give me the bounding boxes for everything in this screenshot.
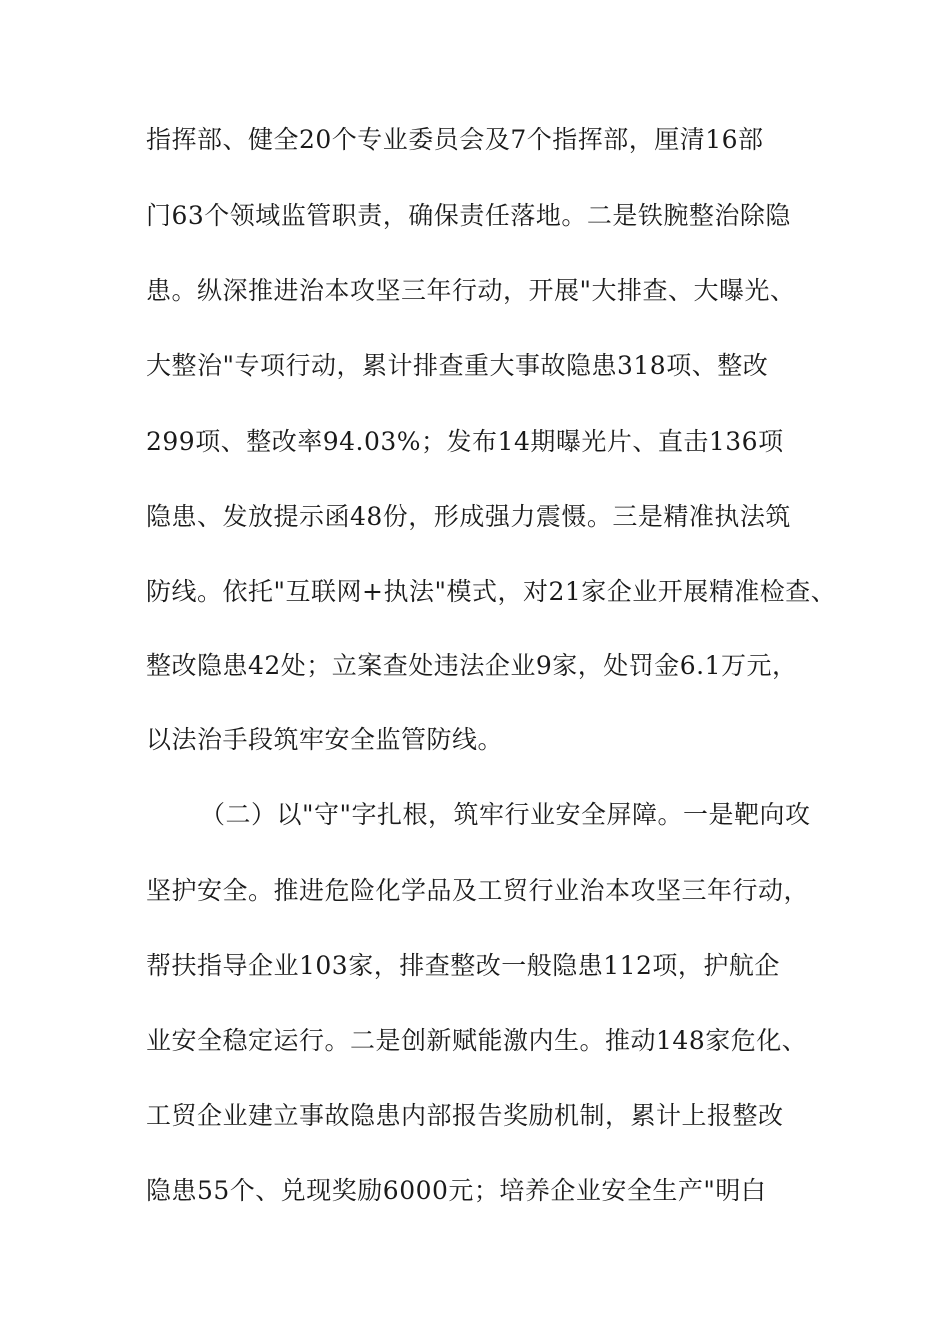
text-line: 大整治"专项行动，累计排查重大事故隐患318项、整改 bbox=[146, 351, 769, 380]
text-line: 门63个领域监管职责，确保责任落地。二是铁腕整治除隐 bbox=[146, 201, 791, 230]
text-line: 隐患55个、兑现奖励6000元；培养企业安全生产"明白 bbox=[146, 1176, 767, 1205]
text-line: 指挥部、健全20个专业委员会及7个指挥部，厘清16部 bbox=[146, 125, 764, 154]
text-line: 帮扶指导企业103家，排查整改一般隐患112项，护航企 bbox=[146, 951, 780, 980]
text-line: 患。纵深推进治本攻坚三年行动，开展"大排查、大曝光、 bbox=[146, 276, 796, 305]
text-line: 业安全稳定运行。二是创新赋能激内生。推动148家危化、 bbox=[146, 1026, 808, 1055]
text-line: 整改隐患42处；立案查处违法企业9家，处罚金6.1万元， bbox=[146, 651, 798, 680]
text-line: 299项、整改率94.03%；发布14期曝光片、直击136项 bbox=[146, 427, 784, 456]
text-line: 坚护安全。推进危险化学品及工贸行业治本攻坚三年行动， bbox=[146, 876, 810, 905]
text-line: 隐患、发放提示函48份，形成强力震慑。三是精准执法筑 bbox=[146, 502, 791, 531]
paragraph-heading-line: （二）以"守"字扎根，筑牢行业安全屏障。一是靶向攻 bbox=[200, 800, 811, 829]
text-line: 以法治手段筑牢安全监管防线。 bbox=[146, 725, 504, 754]
text-line: 工贸企业建立事故隐患内部报告奖励机制，累计上报整改 bbox=[146, 1101, 784, 1130]
text-line: 防线。依托"互联网+执法"模式，对21家企业开展精准检查、 bbox=[146, 577, 837, 606]
